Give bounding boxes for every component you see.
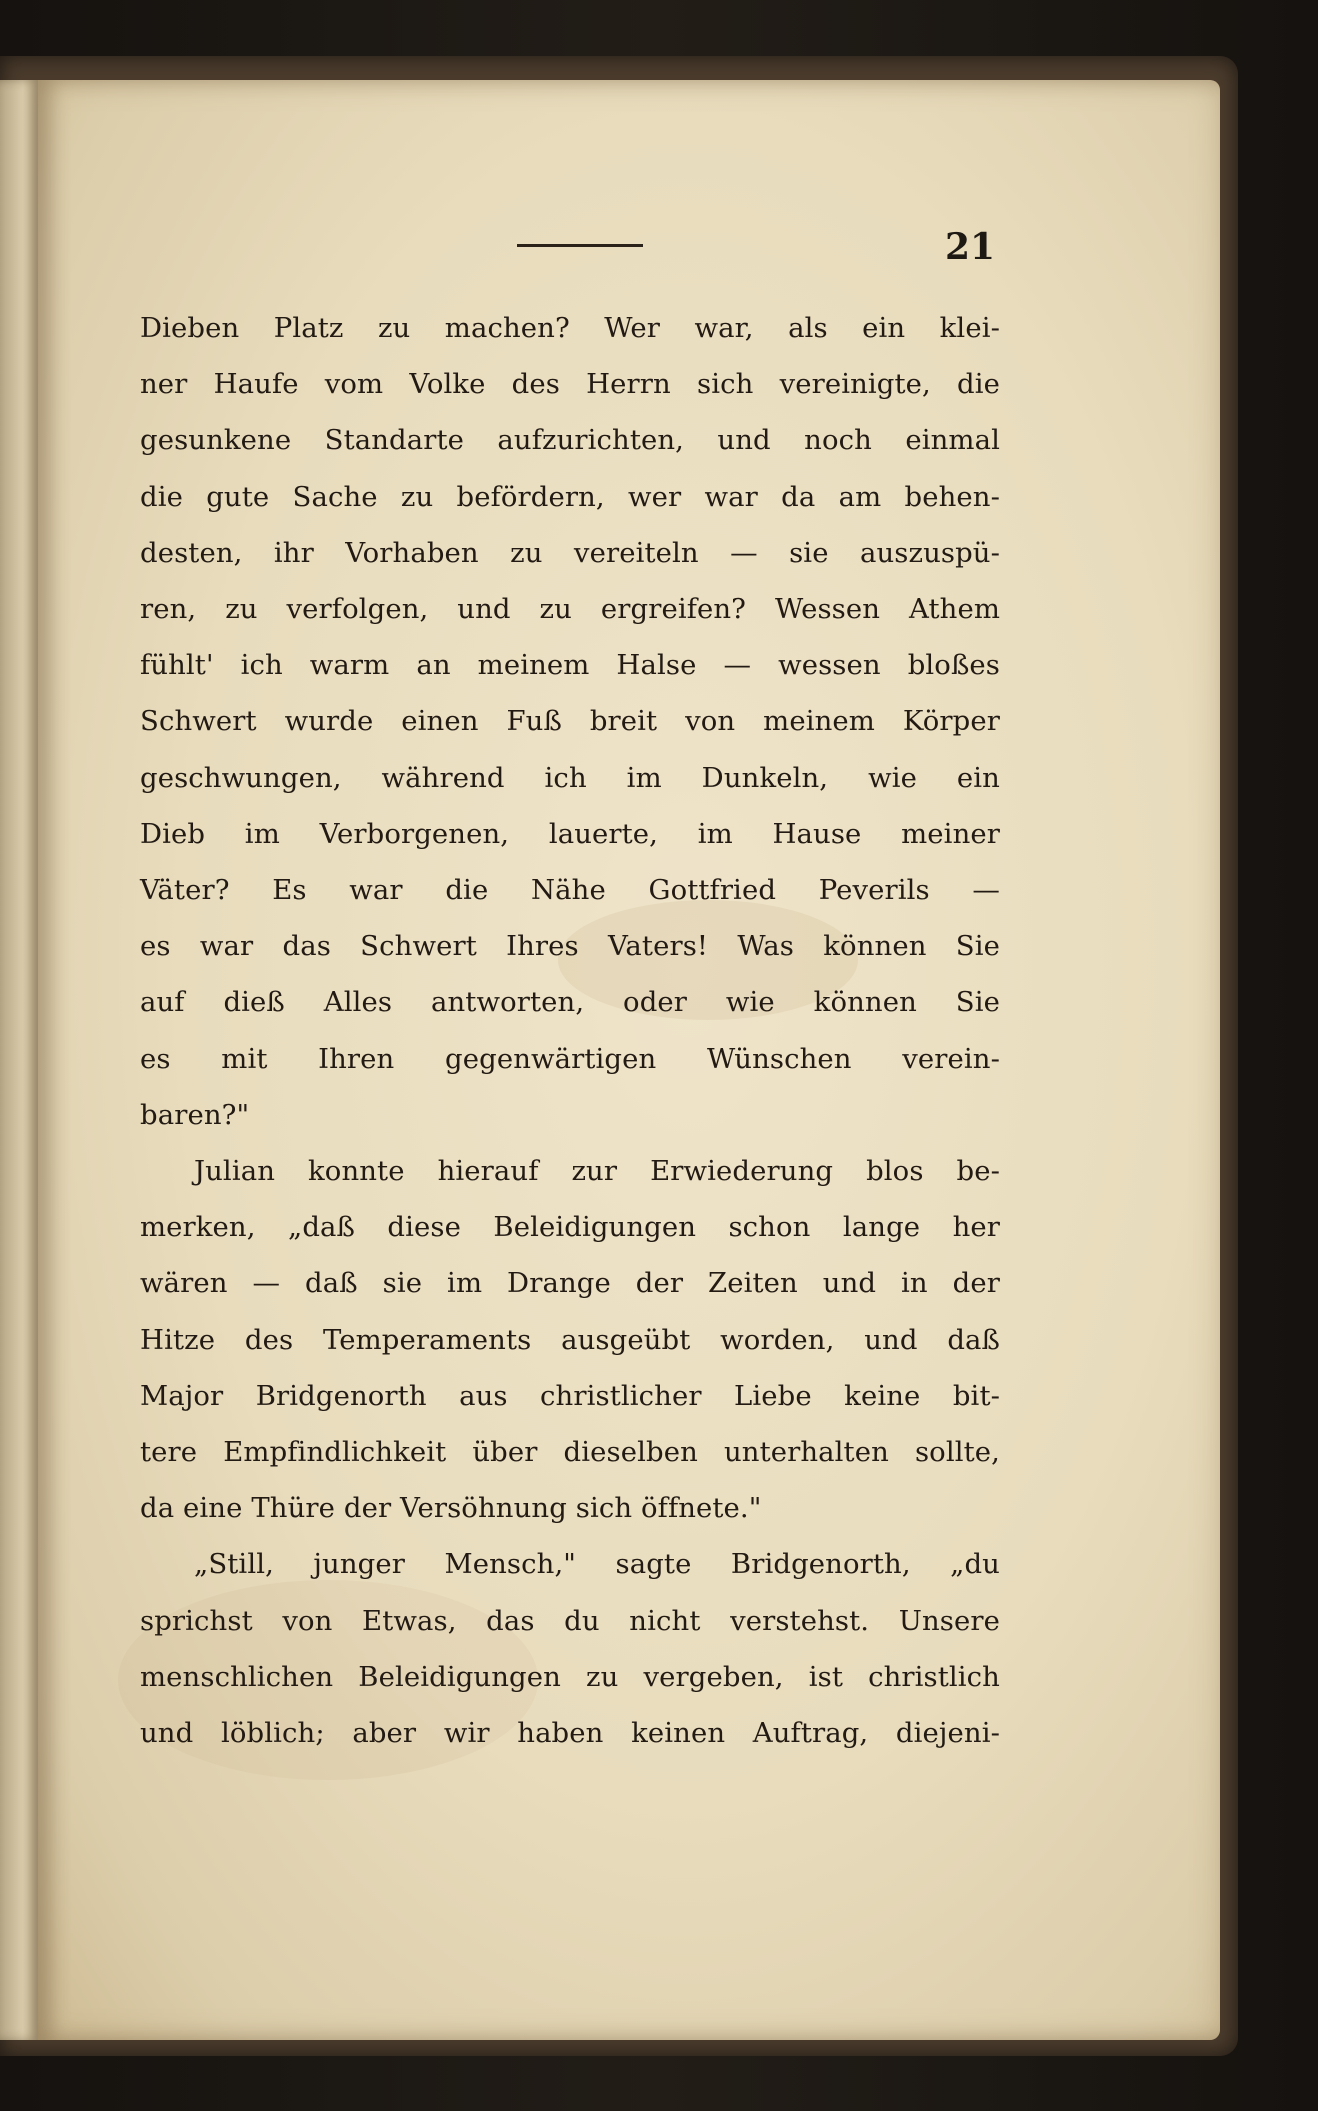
text-line: gesunkene Standarte aufzurichten, und noch einmal	[140, 424, 1000, 457]
text-line: tere Empfindlichkeit über dieselben unterhalten sollte,	[140, 1436, 1000, 1469]
text-line: sprichst von Etwas, das du nicht verstehst. Unsere	[140, 1604, 1000, 1637]
text-line: „Still, junger Mensch," sagte Bridgenorth, „du	[194, 1548, 1000, 1581]
text-line: auf dieß Alles antworten, oder wie können Sie	[140, 986, 1000, 1019]
text-line: desten, ihr Vorhaben zu vereiteln — sie auszuspü-	[140, 536, 1000, 569]
text-line: Schwert wurde einen Fuß breit von meinem Körper	[140, 705, 1000, 738]
text-line: menschlichen Beleidigungen zu vergeben, ist christlich	[140, 1660, 1000, 1693]
text-line: Väter? Es war die Nähe Gottfried Peverils —	[140, 874, 1000, 907]
text-line: Major Bridgenorth aus christlicher Liebe keine bit-	[140, 1379, 1000, 1412]
text-line: fühlt' ich warm an meinem Halse — wessen bloßes	[140, 649, 1000, 682]
text-line: Julian konnte hierauf zur Erwiederung blos be-	[194, 1155, 1000, 1188]
text-line: merken, „daß diese Beleidigungen schon lange her	[140, 1211, 1000, 1244]
text-line: ner Haufe vom Volke des Herrn sich vereinigte, die	[140, 368, 1000, 401]
text-line: es mit Ihren gegenwärtigen Wünschen verein-	[140, 1042, 1000, 1075]
facing-page-edge	[0, 80, 38, 2040]
text-line: ren, zu verfolgen, und zu ergreifen? Wessen Athem	[140, 593, 1000, 626]
text-line: die gute Sache zu befördern, wer war da am behen-	[140, 480, 1000, 513]
page-number: 21	[945, 226, 996, 268]
text-line: Dieb im Verborgenen, lauerte, im Hause meiner	[140, 817, 1000, 850]
header-rule	[517, 244, 643, 247]
text-line: Dieben Platz zu machen? Wer war, als ein klei-	[140, 312, 1000, 344]
text-line: da eine Thüre der Versöhnung sich öffnete."	[140, 1492, 762, 1525]
text-line: und löblich; aber wir haben keinen Auftrag, diejeni-	[140, 1717, 1000, 1750]
body-text	[140, 300, 1000, 1761]
text-line: wären — daß sie im Drange der Zeiten und in der	[140, 1267, 1000, 1300]
text-line: baren?"	[140, 1098, 250, 1131]
text-line: Hitze des Temperaments ausgeübt worden, und daß	[140, 1323, 1000, 1356]
text-line: geschwungen, während ich im Dunkeln, wie ein	[140, 761, 1000, 794]
text-line: es war das Schwert Ihres Vaters! Was können Sie	[140, 930, 1000, 963]
